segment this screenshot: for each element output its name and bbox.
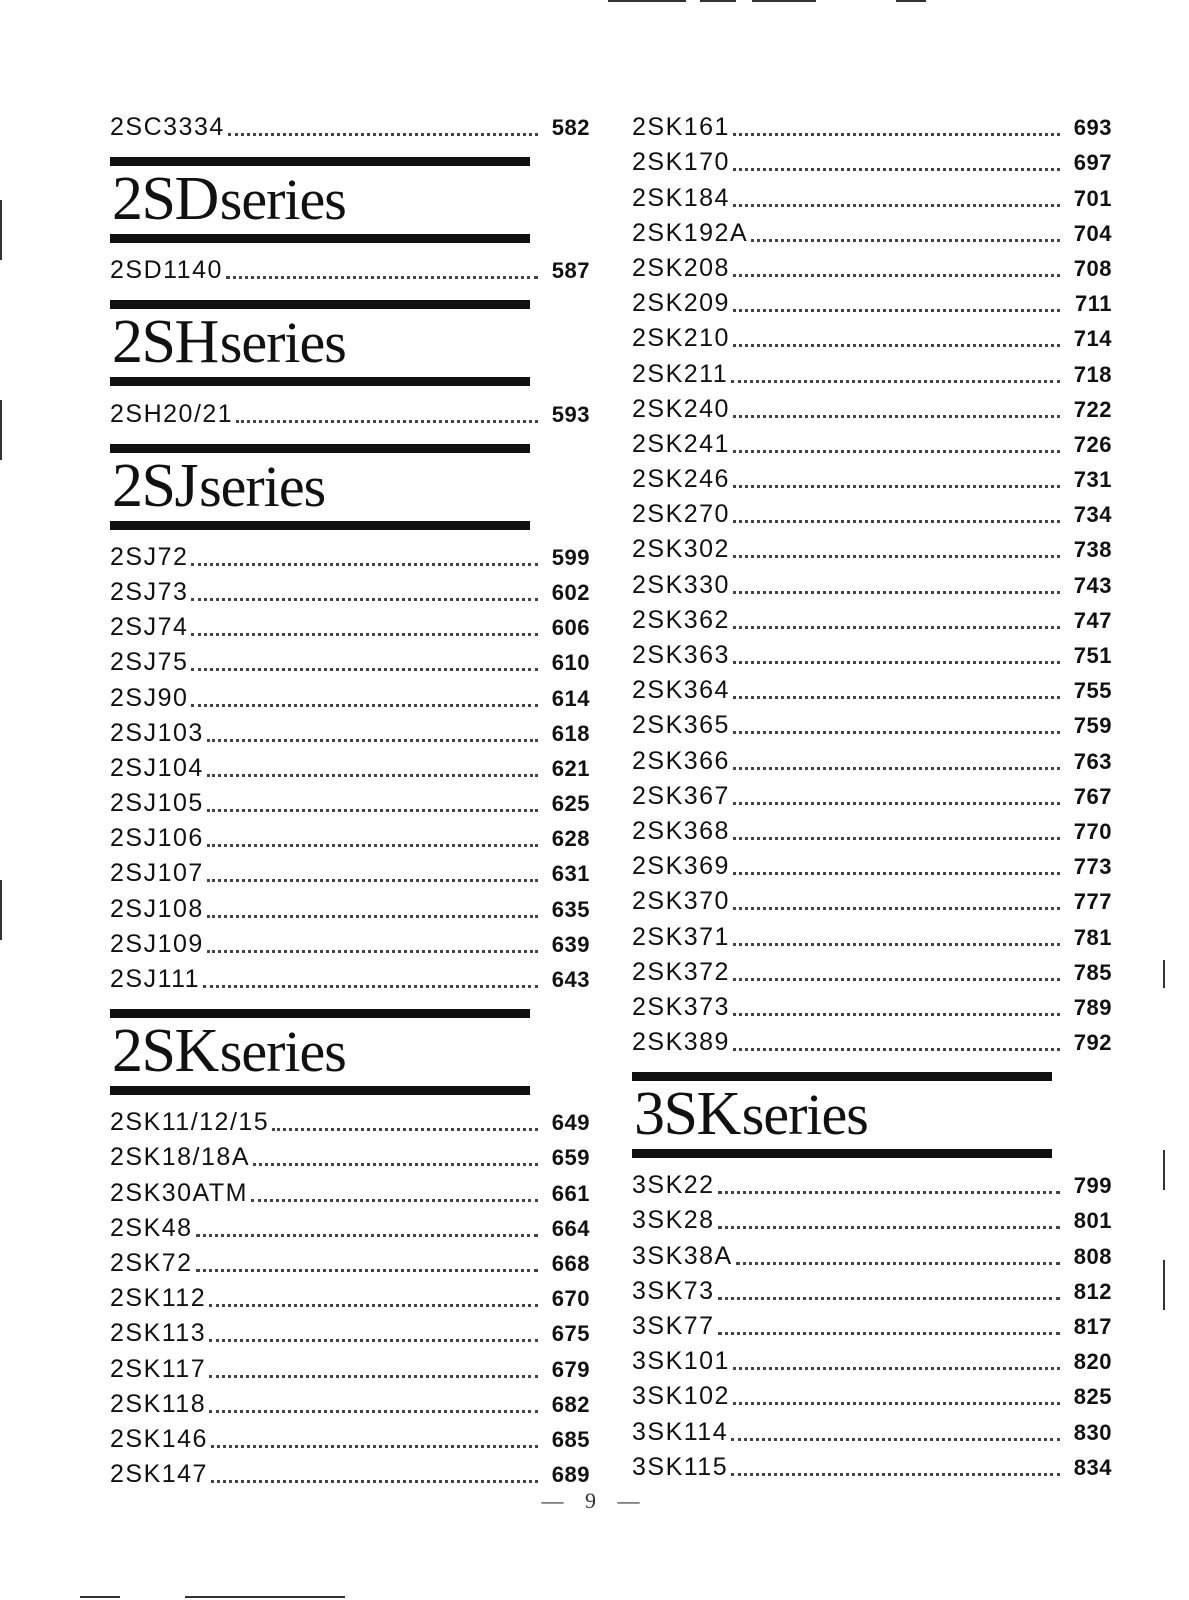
index-entry <box>632 1203 1112 1238</box>
part-number: 2SJ109 <box>110 929 204 958</box>
scan-mark <box>80 1596 120 1598</box>
scan-mark <box>1163 1260 1165 1310</box>
part-number: 2SK363 <box>632 641 730 669</box>
part-number: 2SK210 <box>632 324 730 353</box>
part-number: 2SK371 <box>632 922 730 951</box>
part-number: 3SK28 <box>632 1206 715 1235</box>
part-number: 2SK368 <box>632 816 730 845</box>
index-entry <box>632 884 1112 919</box>
dot-leader <box>733 274 1060 277</box>
series-heading <box>110 157 530 243</box>
dot-leader <box>733 907 1060 910</box>
series-heading <box>632 1072 1052 1158</box>
page-ref: 675 <box>551 1321 590 1347</box>
part-number: 2SJ75 <box>110 648 189 677</box>
dot-leader <box>733 802 1060 805</box>
page-ref: 639 <box>551 931 590 957</box>
series-prefix: 2SJ <box>112 451 198 520</box>
part-number: 2SK211 <box>632 359 729 388</box>
part-number: 3SK114 <box>632 1417 729 1446</box>
part-number: 2SJ73 <box>110 577 189 606</box>
index-entry <box>110 610 590 645</box>
part-number: 2SK161 <box>632 113 730 142</box>
page-ref: 789 <box>1073 994 1112 1020</box>
dot-leader <box>733 696 1060 699</box>
index-entry <box>632 1025 1112 1060</box>
part-number: 2SJ72 <box>110 542 189 571</box>
index-entry <box>110 1175 590 1210</box>
dot-leader <box>733 485 1060 488</box>
part-number: 2SK241 <box>632 429 730 458</box>
dot-leader <box>196 1269 538 1272</box>
series-title <box>634 1081 1052 1149</box>
dot-leader <box>751 239 1060 242</box>
page-ref: 610 <box>551 650 590 676</box>
index-entry <box>110 1246 590 1281</box>
page-ref: 685 <box>551 1426 590 1452</box>
part-number: 2SK209 <box>632 289 730 318</box>
part-number: 2SK11/12/15 <box>110 1108 270 1137</box>
dot-leader <box>733 450 1060 453</box>
part-number: 2SK367 <box>632 781 730 810</box>
series-title <box>112 453 530 521</box>
index-entry <box>110 927 590 962</box>
part-number: 2SK184 <box>632 183 730 212</box>
dot-leader <box>733 520 1060 523</box>
series-prefix: 3SK <box>634 1080 740 1149</box>
page-ref: 808 <box>1073 1243 1112 1269</box>
scan-mark <box>896 0 926 2</box>
page-ref: 643 <box>551 967 590 992</box>
page-ref: 714 <box>1073 326 1112 352</box>
dot-leader <box>733 978 1060 981</box>
series-prefix: 2SK <box>112 1017 218 1085</box>
dot-leader <box>228 133 538 136</box>
page-ref: 792 <box>1073 1030 1112 1056</box>
dot-leader <box>191 704 538 707</box>
index-entry <box>632 1344 1112 1379</box>
page-ref: 625 <box>551 791 590 817</box>
dot-leader <box>733 591 1060 594</box>
scan-mark <box>0 400 2 460</box>
part-number: 2SJ106 <box>110 824 204 853</box>
index-entry <box>110 716 590 751</box>
index-entry <box>110 1211 590 1246</box>
index-entry <box>632 743 1112 778</box>
series-prefix: 2SH <box>112 308 218 377</box>
dot-leader <box>733 731 1060 734</box>
page-ref: 820 <box>1073 1349 1112 1375</box>
dot-leader <box>236 420 538 423</box>
part-number: 2SK112 <box>110 1284 207 1313</box>
index-entry <box>632 603 1112 638</box>
page-ref: 763 <box>1073 748 1112 774</box>
heading-rule-bottom <box>110 377 530 386</box>
dot-leader <box>191 668 538 671</box>
index-entry <box>110 396 590 431</box>
dot-leader <box>733 626 1060 629</box>
page-ref: 693 <box>1073 115 1112 141</box>
part-number: 2SK147 <box>110 1460 208 1489</box>
dot-leader <box>733 555 1060 558</box>
index-entry <box>632 814 1112 849</box>
index-entry <box>632 180 1112 215</box>
series-title <box>112 166 530 234</box>
page-number: — 9 — <box>541 1488 648 1513</box>
dot-leader <box>736 1262 1060 1265</box>
index-entry <box>632 849 1112 884</box>
page-ref: 825 <box>1073 1384 1112 1410</box>
dot-leader <box>718 1297 1060 1300</box>
series-title <box>112 309 530 377</box>
part-number: 2SK146 <box>110 1424 208 1453</box>
page-ref: 679 <box>551 1356 590 1382</box>
index-entry <box>110 1457 590 1492</box>
page-ref: 708 <box>1073 255 1112 281</box>
dot-leader <box>209 1339 538 1342</box>
page-ref: 722 <box>1073 396 1112 422</box>
heading-rule-bottom <box>110 1086 530 1095</box>
part-number: 3SK101 <box>632 1347 730 1376</box>
part-number: 2SK373 <box>632 992 730 1021</box>
page-ref: 812 <box>1073 1278 1112 1304</box>
index-entry <box>110 253 590 288</box>
page-ref: 628 <box>551 826 590 852</box>
part-number: 2SK118 <box>110 1389 207 1418</box>
index-entry <box>632 145 1112 180</box>
page-ref: 664 <box>551 1215 590 1241</box>
index-entry <box>110 1351 590 1386</box>
page-ref: 773 <box>1073 854 1112 880</box>
part-number: 3SK22 <box>632 1171 715 1200</box>
page-ref: 670 <box>551 1286 590 1312</box>
page-ref: 751 <box>1073 643 1112 668</box>
index-entry <box>110 1105 590 1140</box>
page-ref: 704 <box>1073 220 1112 246</box>
dot-leader <box>272 1128 538 1131</box>
page-ref: 834 <box>1073 1454 1112 1480</box>
index-entry <box>632 1274 1112 1309</box>
part-number: 2SD1140 <box>110 256 223 285</box>
dot-leader <box>191 633 538 636</box>
page-ref: 777 <box>1073 889 1112 915</box>
index-entry <box>110 1316 590 1351</box>
index-entry <box>632 286 1112 321</box>
index-entry <box>632 955 1112 990</box>
index-entry <box>632 356 1112 391</box>
dot-leader <box>733 204 1060 207</box>
scan-mark <box>0 200 2 260</box>
series-suffix: series <box>219 167 346 233</box>
dot-leader <box>733 344 1060 347</box>
page-ref: 801 <box>1073 1208 1112 1234</box>
index-entry <box>632 779 1112 814</box>
part-number: 2SK30ATM <box>110 1178 248 1207</box>
scan-mark <box>185 1596 345 1598</box>
page-ref: 593 <box>551 401 590 427</box>
index-entry <box>632 919 1112 954</box>
heading-rule-bottom <box>110 521 530 530</box>
page-ref: 582 <box>551 115 590 141</box>
page-ref: 602 <box>551 579 590 605</box>
page-ref: 606 <box>551 615 590 641</box>
index-entry <box>632 990 1112 1025</box>
dot-leader <box>731 380 1060 383</box>
dot-leader <box>203 985 538 988</box>
index-entry <box>110 1281 590 1316</box>
series-title <box>112 1018 530 1086</box>
dot-leader <box>733 767 1060 770</box>
page-ref: 621 <box>551 755 590 781</box>
dot-leader <box>207 844 538 847</box>
part-number: 2SJ105 <box>110 789 204 818</box>
scan-mark <box>1163 1150 1165 1190</box>
dot-leader <box>733 309 1060 312</box>
index-entry <box>110 751 590 786</box>
index-entry <box>632 1450 1112 1485</box>
index-entry <box>632 216 1112 251</box>
page-ref: 747 <box>1073 607 1112 633</box>
part-number: 3SK77 <box>632 1312 715 1340</box>
part-number: 2SK246 <box>632 465 730 494</box>
series-prefix: 2SD <box>112 165 218 234</box>
index-entry <box>632 462 1112 497</box>
right-column <box>632 110 1112 1485</box>
part-number: 2SK18/18A <box>110 1143 250 1172</box>
scan-mark <box>1163 960 1165 988</box>
index-entry <box>632 708 1112 743</box>
page-ref: 781 <box>1073 924 1112 950</box>
index-entry <box>110 856 590 891</box>
index-entry <box>110 680 590 715</box>
part-number: 2SK369 <box>632 852 730 881</box>
index-entry <box>632 1238 1112 1273</box>
page-ref: 614 <box>551 685 590 711</box>
index-entry <box>110 962 590 997</box>
part-number: 2SJ74 <box>110 613 189 642</box>
part-number: 2SK270 <box>632 500 730 529</box>
part-number: 3SK102 <box>632 1382 730 1411</box>
dot-leader <box>207 774 538 777</box>
part-number: 2SK240 <box>632 394 730 423</box>
dot-leader <box>207 915 538 918</box>
part-number: 3SK38A <box>632 1241 733 1270</box>
page-ref: 767 <box>1073 783 1112 809</box>
index-entry <box>632 673 1112 708</box>
dot-leader <box>733 837 1060 840</box>
part-number: 2SK302 <box>632 535 730 564</box>
page-ref: 718 <box>1073 361 1112 387</box>
dot-leader <box>733 943 1060 946</box>
series-suffix: series <box>199 453 326 519</box>
page-ref: 759 <box>1073 713 1112 739</box>
part-number: 2SK366 <box>632 746 730 775</box>
index-entry <box>632 427 1112 462</box>
part-number: 2SK362 <box>632 605 730 634</box>
index-entry <box>632 110 1112 145</box>
dot-leader <box>731 1473 1060 1476</box>
index-entry <box>110 786 590 821</box>
index-entry <box>110 575 590 610</box>
dot-leader <box>191 563 538 566</box>
dot-leader <box>733 1402 1060 1405</box>
dot-leader <box>253 1163 538 1166</box>
dot-leader <box>733 1013 1060 1016</box>
series-suffix: series <box>741 1082 868 1148</box>
page-ref: 587 <box>551 258 590 284</box>
part-number: 2SK113 <box>110 1319 207 1348</box>
part-number: 2SK372 <box>632 957 730 986</box>
index-entry <box>110 645 590 680</box>
dot-leader <box>211 1445 538 1448</box>
part-number: 2SK330 <box>632 570 730 599</box>
dot-leader <box>209 1410 538 1413</box>
dot-leader <box>718 1226 1060 1229</box>
dot-leader <box>733 872 1060 875</box>
part-number: 2SJ90 <box>110 683 189 712</box>
part-number: 2SK389 <box>632 1028 730 1057</box>
index-entry <box>110 891 590 926</box>
page-ref: 649 <box>551 1110 590 1136</box>
page-ref: 711 <box>1075 291 1112 317</box>
page-ref: 755 <box>1073 678 1112 704</box>
page-ref: 661 <box>551 1180 590 1206</box>
dot-leader <box>733 1367 1060 1370</box>
index-entry <box>632 638 1112 673</box>
page-ref: 682 <box>551 1391 590 1417</box>
dot-leader <box>207 950 538 953</box>
dot-leader <box>733 168 1060 171</box>
page-ref: 817 <box>1073 1314 1112 1339</box>
left-column <box>110 110 590 1492</box>
page-ref: 631 <box>551 861 590 887</box>
scan-mark <box>0 880 2 940</box>
part-number: 2SK365 <box>632 711 730 740</box>
page-ref: 689 <box>551 1462 590 1488</box>
dot-leader <box>733 133 1060 136</box>
index-entry <box>110 110 590 145</box>
part-number: 2SK170 <box>632 148 730 177</box>
scan-mark <box>608 0 686 2</box>
series-heading <box>110 1009 530 1095</box>
index-entry <box>110 1387 590 1422</box>
series-suffix: series <box>219 310 346 376</box>
dot-leader <box>211 1480 538 1483</box>
page-ref: 738 <box>1073 537 1112 563</box>
heading-rule-bottom <box>632 1149 1052 1158</box>
index-entry <box>632 1168 1112 1203</box>
part-number: 2SK364 <box>632 676 730 705</box>
page-ref: 799 <box>1073 1173 1112 1199</box>
series-heading <box>110 300 530 386</box>
page-ref: 726 <box>1073 431 1112 457</box>
series-suffix: series <box>219 1019 346 1084</box>
part-number: 2SK208 <box>632 253 730 282</box>
index-entry <box>632 1414 1112 1449</box>
dot-leader <box>251 1199 538 1202</box>
dot-leader <box>207 879 538 882</box>
scan-mark <box>752 0 816 2</box>
page-ref: 731 <box>1073 467 1112 493</box>
dot-leader <box>191 598 538 601</box>
index-entry <box>632 392 1112 427</box>
part-number: 2SJ104 <box>110 753 204 782</box>
dot-leader <box>731 1438 1060 1441</box>
dot-leader <box>196 1234 538 1237</box>
part-number: 2SC3334 <box>110 113 225 142</box>
part-number: 2SJ103 <box>110 718 204 747</box>
index-entry <box>632 1309 1112 1344</box>
index-entry <box>632 532 1112 567</box>
dot-leader <box>209 1304 538 1307</box>
dot-leader <box>207 739 538 742</box>
page-ref: 635 <box>551 896 590 922</box>
index-entry <box>110 1140 590 1175</box>
heading-rule-bottom <box>110 234 530 243</box>
dot-leader <box>733 1048 1060 1051</box>
part-number: 2SK370 <box>632 887 730 916</box>
part-number: 3SK73 <box>632 1276 715 1305</box>
index-entry <box>110 540 590 575</box>
dot-leader <box>733 415 1060 418</box>
dot-leader <box>718 1332 1060 1335</box>
part-number: 2SK192A <box>632 218 749 247</box>
page-ref: 668 <box>551 1250 590 1276</box>
scan-mark <box>700 0 736 2</box>
page-ref: 830 <box>1073 1419 1112 1445</box>
index-entry <box>632 497 1112 532</box>
index-entry <box>632 567 1112 602</box>
index-entry <box>110 821 590 856</box>
part-number: 3SK115 <box>632 1452 729 1481</box>
dot-leader <box>226 276 538 279</box>
part-number: 2SK72 <box>110 1248 193 1277</box>
part-number: 2SK48 <box>110 1213 193 1242</box>
page-ref: 659 <box>551 1145 590 1171</box>
index-entry <box>110 1422 590 1457</box>
dot-leader <box>718 1191 1060 1194</box>
part-number: 2SJ108 <box>110 894 204 923</box>
page-ref: 734 <box>1073 502 1112 528</box>
series-heading <box>110 444 530 530</box>
part-number: 2SK117 <box>110 1354 207 1383</box>
index-entry <box>632 251 1112 286</box>
dot-leader <box>207 809 538 812</box>
index-entry <box>632 1379 1112 1414</box>
part-number: 2SJ107 <box>110 859 204 888</box>
index-entry <box>632 321 1112 356</box>
part-number: 2SH20/21 <box>110 399 234 428</box>
page-ref: 785 <box>1073 959 1112 985</box>
page-ref: 701 <box>1073 185 1112 211</box>
page-ref: 697 <box>1073 150 1112 176</box>
dot-leader <box>733 661 1060 664</box>
page-ref: 599 <box>551 544 590 570</box>
dot-leader <box>209 1375 538 1378</box>
page-ref: 770 <box>1073 818 1112 844</box>
page-ref: 618 <box>551 720 590 746</box>
page-ref: 743 <box>1073 572 1112 598</box>
part-number: 2SJ111 <box>110 965 201 993</box>
